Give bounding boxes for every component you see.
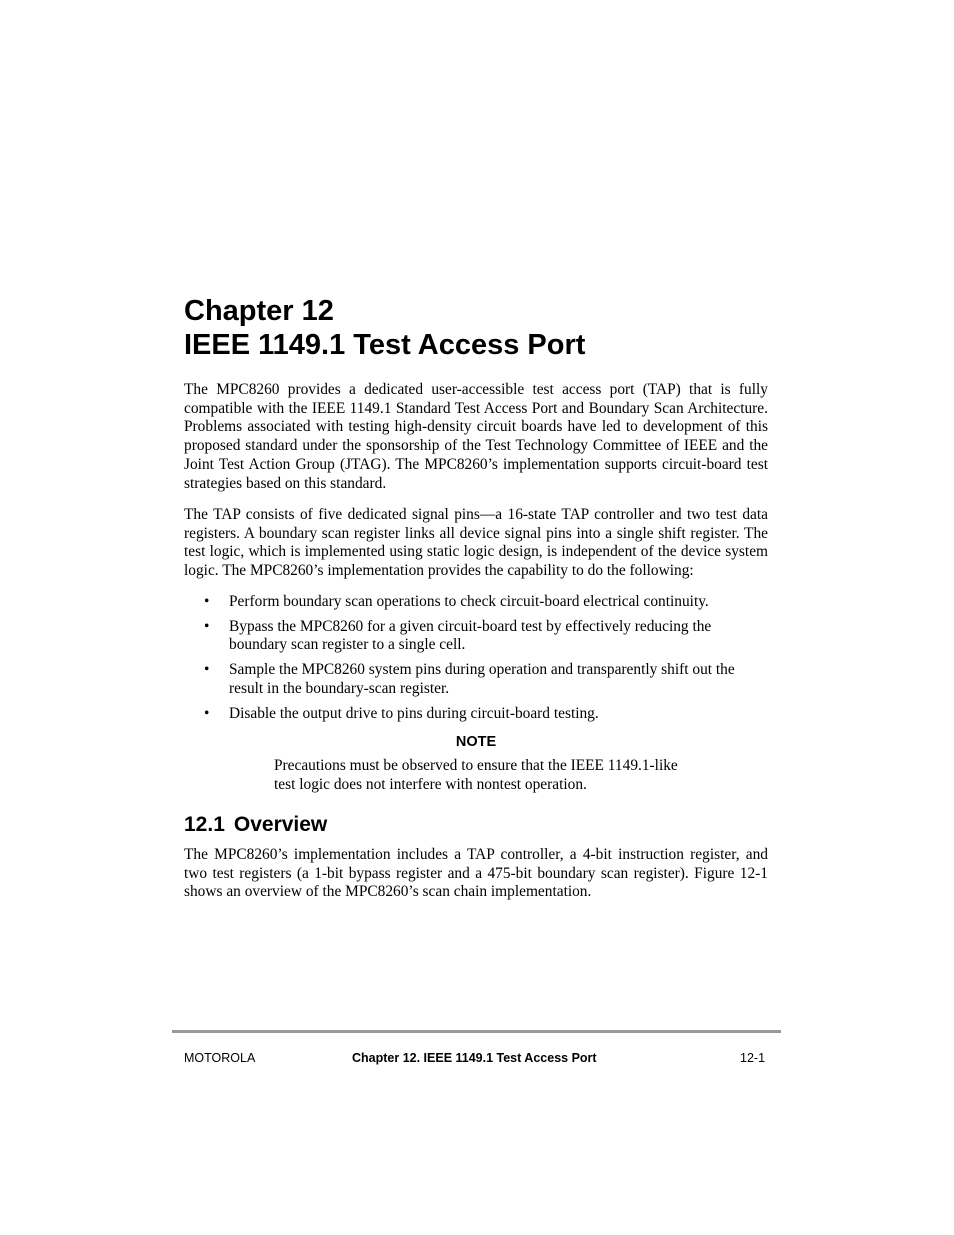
section-number: 12.1 bbox=[184, 813, 225, 836]
capability-list bbox=[184, 593, 768, 729]
bullet-icon: • bbox=[204, 617, 210, 635]
tap-paragraph: The TAP consists of five dedicated signal pins—a 16-state TAP controller and two test data registers. A boundary scan register links all device signal pins into a single shift register. The test logic, which is implemented using static logic design, is independent of the device system logic. The MPC8260’s implementation provides the capability to do the following: bbox=[184, 506, 768, 580]
intro-paragraph: The MPC8260 provides a dedicated user-accessible test access port (TAP) that is fully compatible with the IEEE 1149.1 Standard Test Access Port and Boundary Scan Architecture. Problems associated with testing high-density circuit boards have led to development of this proposed standard under the sponsorship of the Test Technology Committee of IEEE and the Joint Test Action Group (JTAG). The MPC8260’s implementation supports circuit-board test strategies based on this standard. bbox=[184, 381, 768, 492]
note-title: NOTE bbox=[455, 734, 497, 750]
footer-chapter-title: Chapter 12. IEEE 1149.1 Test Access Port bbox=[352, 1051, 597, 1065]
list-item bbox=[184, 593, 769, 612]
footer-publisher: MOTOROLA bbox=[184, 1051, 256, 1065]
chapter-heading bbox=[184, 294, 585, 362]
overview-paragraph: The MPC8260’s implementation includes a TAP controller, a 4-bit instruction register, and two test registers (a 1-bit bypass register and a 475-bit boundary scan register). Figure 12-1 shows an overview of the MPC8260’s scan chain implementation. bbox=[184, 846, 768, 901]
section-heading bbox=[184, 812, 327, 838]
list-item-text: Perform boundary scan operations to check circuit-board electrical continuity. bbox=[229, 593, 709, 610]
footer-divider bbox=[172, 1030, 781, 1033]
list-item-text: Sample the MPC8260 system pins during operation and transparently shift out the result in the boundary-scan register. bbox=[229, 661, 735, 697]
bullet-icon: • bbox=[204, 704, 210, 722]
footer-page-number: 12-1 bbox=[740, 1051, 766, 1065]
bullet-icon: • bbox=[204, 661, 210, 679]
list-item bbox=[184, 661, 769, 698]
list-item bbox=[184, 618, 769, 655]
section-title: Overview bbox=[233, 813, 328, 836]
chapter-title: IEEE 1149.1 Test Access Port bbox=[184, 329, 586, 361]
list-item-text: Bypass the MPC8260 for a given circuit-board test by effectively reducing the boundary scan register to a single cell. bbox=[229, 617, 712, 654]
list-item-text: Disable the output drive to pins during circuit-board testing. bbox=[229, 704, 599, 722]
note-body: Precautions must be observed to ensure that the IEEE 1149.1-like test logic does not interfere with nontest operation. bbox=[274, 757, 678, 793]
list-item bbox=[184, 705, 769, 724]
chapter-number: Chapter 12 bbox=[184, 295, 334, 327]
bullet-icon: • bbox=[204, 593, 210, 610]
